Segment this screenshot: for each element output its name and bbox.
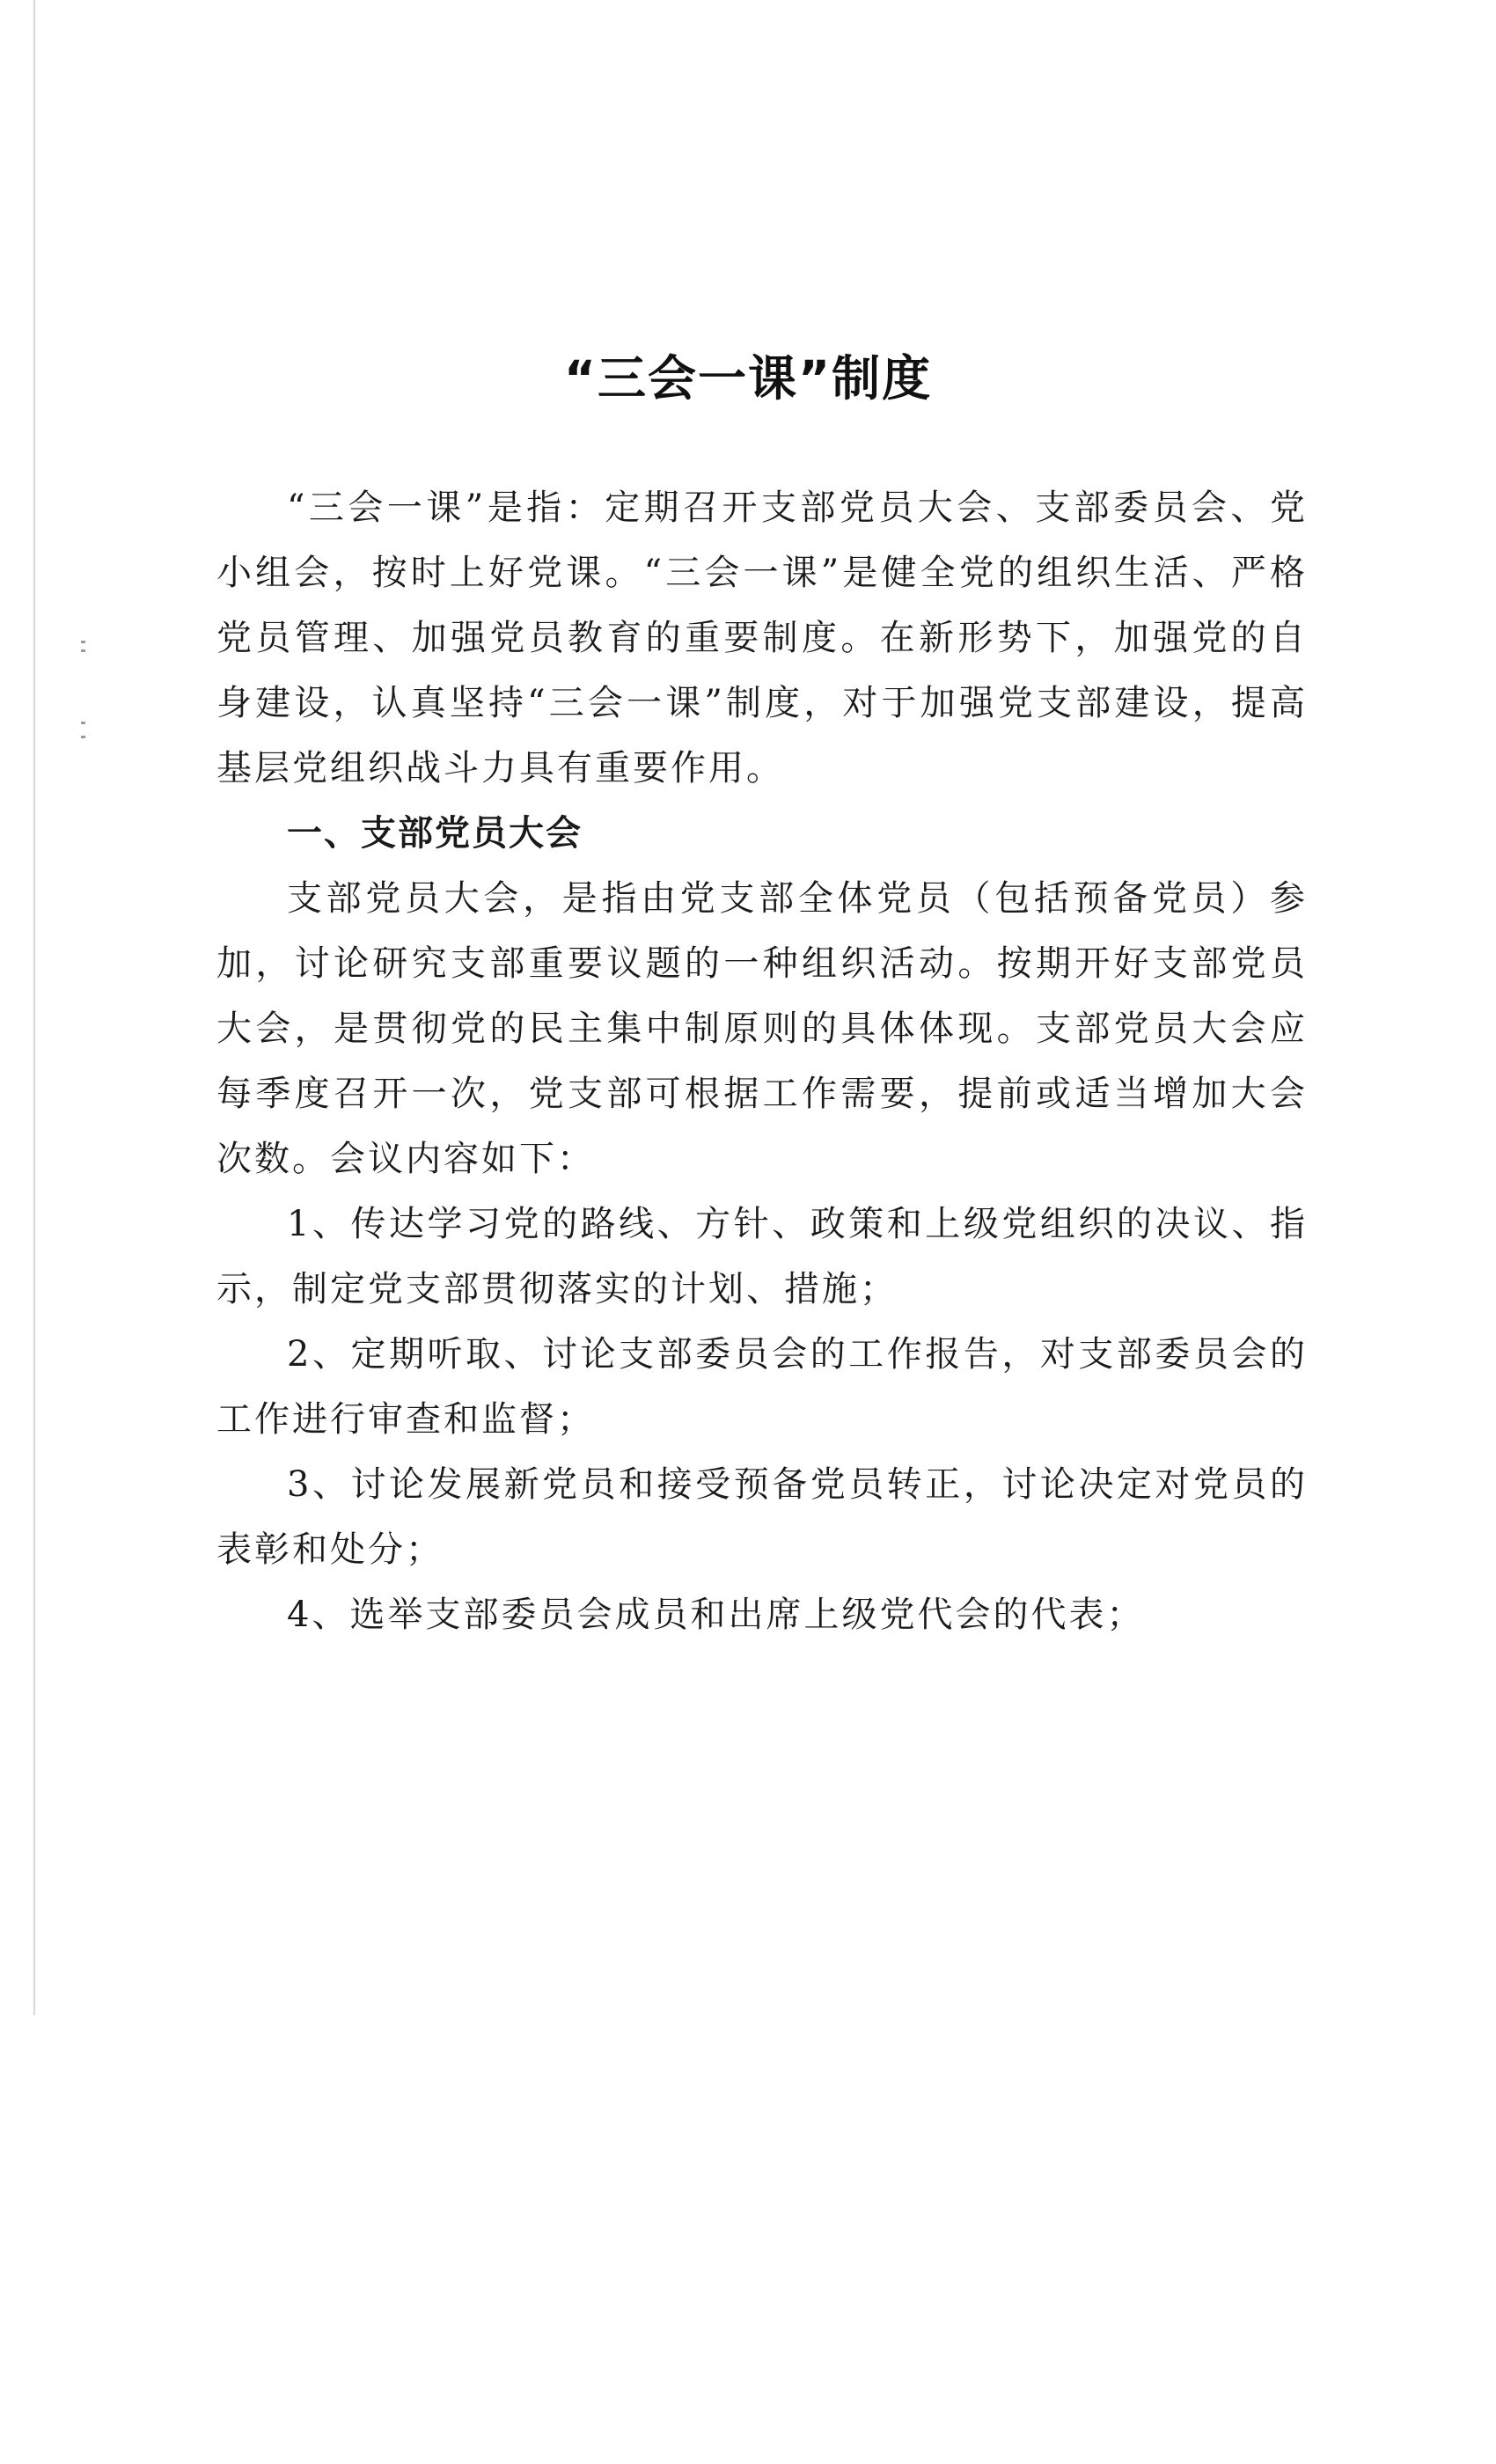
scan-mark	[81, 722, 85, 724]
scan-mark	[81, 649, 85, 652]
list-item: 4、选举支部委员会成员和出席上级党代会的代表；	[287, 1595, 1145, 1635]
list-item: 3、讨论发展新党员和接受预备党员转正，讨论决定对党员的表彰和处分；	[216, 1464, 1308, 1570]
document-body	[216, 475, 1308, 1647]
intro-paragraph: “三会一课”是指：定期召开支部党员大会、支部委员会、党小组会，按时上好党课。“三会一课”是健全党的组织生活、严格党员管理、加强党员教育的重要制度。在新形势下，加强党的自身建设，认真坚持“三会一课”制度，对于加强党支部建设，提高基层党组织战斗力具有重要作用。	[216, 488, 1308, 788]
scan-edge-line	[33, 0, 35, 2015]
document-title: “三会一课”制度	[563, 350, 933, 407]
section-heading: 一、支部党员大会	[287, 813, 583, 854]
list-item: 1、传达学习党的路线、方针、政策和上级党组织的决议、指示，制定党支部贯彻落实的计划、措施；	[216, 1204, 1308, 1309]
section-paragraph: 支部党员大会，是指由党支部全体党员（包括预备党员）参加，讨论研究支部重要议题的一种组织活动。按期开好支部党员大会，是贯彻党的民主集中制原则的具体体现。支部党员大会应每季度召开一次，党支部可根据工作需要，提前或适当增加大会次数。会议内容如下：	[216, 878, 1308, 1179]
scan-mark	[81, 641, 85, 643]
list-item: 2、定期听取、讨论支部委员会的工作报告，对支部委员会的工作进行审查和监督；	[216, 1334, 1308, 1440]
scan-mark	[81, 736, 85, 738]
